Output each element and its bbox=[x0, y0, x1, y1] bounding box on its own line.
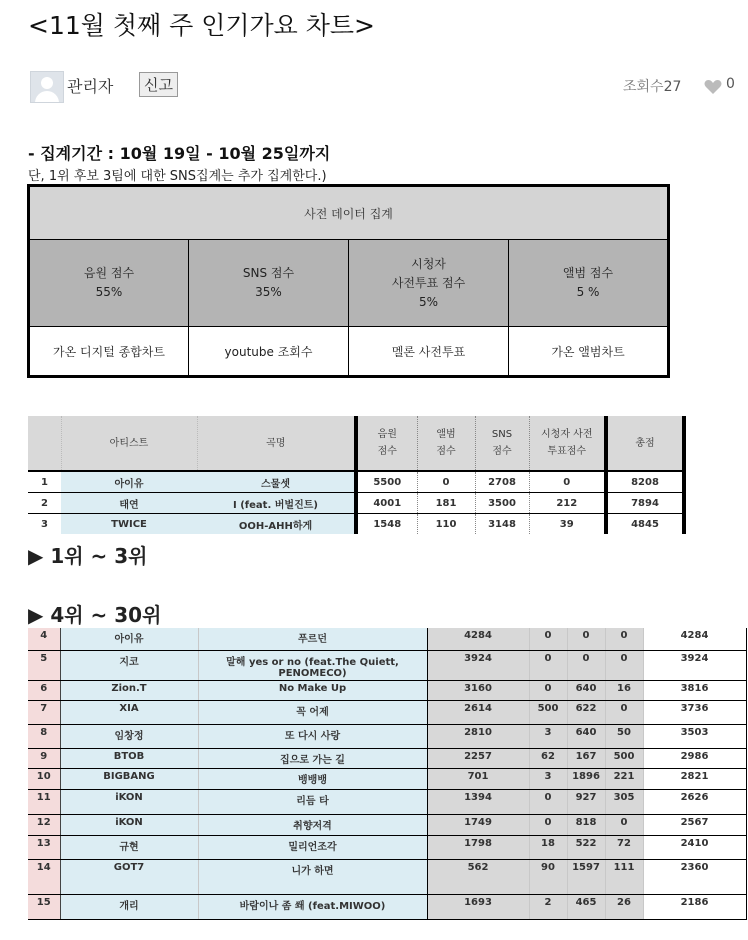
total-cell: 2626 bbox=[643, 789, 746, 814]
digital-cell: 1798 bbox=[427, 835, 529, 859]
sns-cell: 927 bbox=[567, 789, 605, 814]
digital-cell: 2257 bbox=[427, 748, 529, 768]
table-row bbox=[28, 859, 746, 894]
digital-cell: 5500 bbox=[356, 471, 417, 493]
view-count-label: 조회수 bbox=[623, 79, 664, 95]
header-vote: 시청자 사전 투표점수 bbox=[529, 416, 606, 471]
header-sns: SNS 점수 bbox=[475, 416, 529, 471]
song-cell: 취향저격 bbox=[198, 814, 427, 835]
report-button[interactable]: 신고 bbox=[139, 72, 178, 97]
total-cell: 3924 bbox=[643, 650, 746, 680]
vote-cell: 0 bbox=[529, 471, 606, 493]
album-cell: 0 bbox=[529, 789, 567, 814]
table-row bbox=[28, 650, 746, 680]
table-row bbox=[28, 680, 746, 700]
vote-cell: 500 bbox=[605, 748, 643, 768]
artist-cell: 아이유 bbox=[60, 628, 198, 650]
sns-cell: 167 bbox=[567, 748, 605, 768]
like-count: 0 bbox=[726, 76, 735, 92]
sns-cell: 818 bbox=[567, 814, 605, 835]
artist-cell: TWICE bbox=[61, 514, 197, 535]
total-cell: 2186 bbox=[643, 894, 746, 919]
album-cell: 0 bbox=[417, 471, 475, 493]
digital-cell: 3160 bbox=[427, 680, 529, 700]
song-cell: No Make Up bbox=[198, 680, 427, 700]
album-cell: 18 bbox=[529, 835, 567, 859]
rank-cell: 2 bbox=[28, 493, 61, 514]
artist-cell: Zion.T bbox=[60, 680, 198, 700]
total-cell: 4845 bbox=[606, 514, 684, 535]
sns-cell: 2708 bbox=[475, 471, 529, 493]
table-row bbox=[28, 700, 746, 724]
artist-cell: iKON bbox=[60, 789, 198, 814]
author-name[interactable]: 관리자 bbox=[67, 77, 114, 96]
album-cell: 0 bbox=[529, 680, 567, 700]
sns-cell: 1896 bbox=[567, 768, 605, 789]
scoring-source: 가온 앨범차트 bbox=[509, 327, 669, 377]
vote-cell: 212 bbox=[529, 493, 606, 514]
digital-cell: 2810 bbox=[427, 724, 529, 748]
rank-cell: 13 bbox=[28, 835, 60, 859]
header-digital: 음원 점수 bbox=[356, 416, 417, 471]
ranking-table bbox=[28, 628, 747, 920]
digital-cell: 1749 bbox=[427, 814, 529, 835]
sns-cell: 0 bbox=[567, 628, 605, 650]
sns-cell: 640 bbox=[567, 724, 605, 748]
vote-cell: 221 bbox=[605, 768, 643, 789]
digital-cell: 3924 bbox=[427, 650, 529, 680]
album-cell: 110 bbox=[417, 514, 475, 535]
rank-cell: 8 bbox=[28, 724, 60, 748]
rank-cell: 9 bbox=[28, 748, 60, 768]
digital-cell: 4284 bbox=[427, 628, 529, 650]
digital-cell: 701 bbox=[427, 768, 529, 789]
digital-cell: 562 bbox=[427, 859, 529, 894]
album-cell: 3 bbox=[529, 768, 567, 789]
rank-cell: 3 bbox=[28, 514, 61, 535]
table-row bbox=[28, 789, 746, 814]
song-cell: 밀리언조각 bbox=[198, 835, 427, 859]
sns-cell: 3500 bbox=[475, 493, 529, 514]
vote-cell: 0 bbox=[605, 700, 643, 724]
album-cell: 0 bbox=[529, 650, 567, 680]
total-cell: 2567 bbox=[643, 814, 746, 835]
total-cell: 3503 bbox=[643, 724, 746, 748]
table-row bbox=[28, 768, 746, 789]
top3-table bbox=[28, 416, 686, 534]
header-artist: 아티스트 bbox=[61, 416, 197, 471]
album-cell: 62 bbox=[529, 748, 567, 768]
vote-cell: 0 bbox=[605, 650, 643, 680]
table-row bbox=[28, 493, 684, 514]
rank-cell: 1 bbox=[28, 471, 61, 493]
sns-cell: 622 bbox=[567, 700, 605, 724]
vote-cell: 0 bbox=[605, 628, 643, 650]
song-cell: 니가 하면 bbox=[198, 859, 427, 894]
table-row bbox=[28, 514, 684, 535]
vote-cell: 0 bbox=[605, 814, 643, 835]
artist-cell: GOT7 bbox=[60, 859, 198, 894]
song-cell: 뱅뱅뱅 bbox=[198, 768, 427, 789]
song-cell: 푸르던 bbox=[198, 628, 427, 650]
sns-cell: 522 bbox=[567, 835, 605, 859]
scoring-header: SNS 점수 35% bbox=[189, 240, 349, 327]
vote-cell: 111 bbox=[605, 859, 643, 894]
vote-cell: 72 bbox=[605, 835, 643, 859]
rank-cell: 7 bbox=[28, 700, 60, 724]
table-row bbox=[28, 835, 746, 859]
vote-cell: 305 bbox=[605, 789, 643, 814]
table-row bbox=[28, 814, 746, 835]
song-cell: 스물셋 bbox=[197, 471, 356, 493]
song-cell: 리듬 타 bbox=[198, 789, 427, 814]
song-cell: 집으로 가는 길 bbox=[198, 748, 427, 768]
table-row bbox=[28, 628, 746, 650]
album-cell: 500 bbox=[529, 700, 567, 724]
artist-cell: BTOB bbox=[60, 748, 198, 768]
artist-cell: 지코 bbox=[60, 650, 198, 680]
header-rank bbox=[28, 416, 61, 471]
song-cell: OOH-AHH하게 bbox=[197, 514, 356, 535]
artist-cell: 규현 bbox=[60, 835, 198, 859]
total-cell: 4284 bbox=[643, 628, 746, 650]
rank-cell: 4 bbox=[28, 628, 60, 650]
header-album: 앨범 점수 bbox=[417, 416, 475, 471]
avatar[interactable] bbox=[30, 71, 64, 103]
total-cell: 8208 bbox=[606, 471, 684, 493]
rank-cell: 11 bbox=[28, 789, 60, 814]
table-row bbox=[28, 894, 746, 919]
vote-cell: 26 bbox=[605, 894, 643, 919]
total-cell: 7894 bbox=[606, 493, 684, 514]
total-cell: 3736 bbox=[643, 700, 746, 724]
note-text: 단, 1위 후보 3팀에 대한 SNS집계는 추가 집계한다.) bbox=[28, 169, 327, 184]
period-heading: - 집계기간 : 10월 19일 - 10월 25일까지 bbox=[28, 144, 331, 163]
sns-cell: 640 bbox=[567, 680, 605, 700]
scoring-header: 음원 점수 55% bbox=[29, 240, 189, 327]
artist-cell: BIGBANG bbox=[60, 768, 198, 789]
album-cell: 90 bbox=[529, 859, 567, 894]
digital-cell: 2614 bbox=[427, 700, 529, 724]
view-count-value: 27 bbox=[663, 79, 682, 95]
rank-cell: 5 bbox=[28, 650, 60, 680]
artist-cell: XIA bbox=[60, 700, 198, 724]
total-cell: 2410 bbox=[643, 835, 746, 859]
rank-cell: 10 bbox=[28, 768, 60, 789]
song-cell: 바람이나 좀 쐐 (feat.MIWOO) bbox=[198, 894, 427, 919]
total-cell: 2986 bbox=[643, 748, 746, 768]
artist-cell: 개리 bbox=[60, 894, 198, 919]
scoring-header: 앨범 점수 5 % bbox=[509, 240, 669, 327]
post-title: <11월 첫째 주 인기가요 차트> bbox=[28, 11, 375, 40]
scoring-source: youtube 조회수 bbox=[189, 327, 349, 377]
heart-icon[interactable] bbox=[704, 79, 722, 95]
total-cell: 2821 bbox=[643, 768, 746, 789]
rank-cell: 14 bbox=[28, 859, 60, 894]
album-cell: 181 bbox=[417, 493, 475, 514]
song-cell: 또 다시 사랑 bbox=[198, 724, 427, 748]
header-song: 곡명 bbox=[197, 416, 356, 471]
sns-cell: 1597 bbox=[567, 859, 605, 894]
rank-cell: 12 bbox=[28, 814, 60, 835]
digital-cell: 1693 bbox=[427, 894, 529, 919]
song-cell: 꼭 어제 bbox=[198, 700, 427, 724]
total-cell: 2360 bbox=[643, 859, 746, 894]
artist-cell: 임창정 bbox=[60, 724, 198, 748]
total-cell: 3816 bbox=[643, 680, 746, 700]
rank-cell: 6 bbox=[28, 680, 60, 700]
album-cell: 2 bbox=[529, 894, 567, 919]
rank-cell: 15 bbox=[28, 894, 60, 919]
vote-cell: 39 bbox=[529, 514, 606, 535]
view-count bbox=[623, 76, 681, 96]
section-heading-top3: ▶ 1위 ~ 3위 bbox=[28, 544, 148, 568]
artist-cell: 태연 bbox=[61, 493, 197, 514]
sns-cell: 3148 bbox=[475, 514, 529, 535]
table-row bbox=[28, 471, 684, 493]
artist-cell: iKON bbox=[60, 814, 198, 835]
section-heading-rest: ▶ 4위 ~ 30위 bbox=[28, 603, 162, 627]
table-row bbox=[28, 748, 746, 768]
scoring-source: 가온 디지털 종합차트 bbox=[29, 327, 189, 377]
digital-cell: 4001 bbox=[356, 493, 417, 514]
album-cell: 3 bbox=[529, 724, 567, 748]
album-cell: 0 bbox=[529, 628, 567, 650]
sns-cell: 0 bbox=[567, 650, 605, 680]
table-row bbox=[28, 724, 746, 748]
scoring-source: 멜론 사전투표 bbox=[349, 327, 509, 377]
scoring-header: 시청자 사전투표 점수 5% bbox=[349, 240, 509, 327]
song-cell: I (feat. 버벌진트) bbox=[197, 493, 356, 514]
artist-cell: 아이유 bbox=[61, 471, 197, 493]
scoring-caption: 사전 데이터 집계 bbox=[29, 186, 669, 240]
scoring-table bbox=[27, 184, 670, 378]
digital-cell: 1394 bbox=[427, 789, 529, 814]
digital-cell: 1548 bbox=[356, 514, 417, 535]
album-cell: 0 bbox=[529, 814, 567, 835]
sns-cell: 465 bbox=[567, 894, 605, 919]
vote-cell: 16 bbox=[605, 680, 643, 700]
song-cell: 말해 yes or no (feat.The Quiett, PENOMECO) bbox=[198, 650, 427, 680]
vote-cell: 50 bbox=[605, 724, 643, 748]
header-total: 총점 bbox=[606, 416, 684, 471]
